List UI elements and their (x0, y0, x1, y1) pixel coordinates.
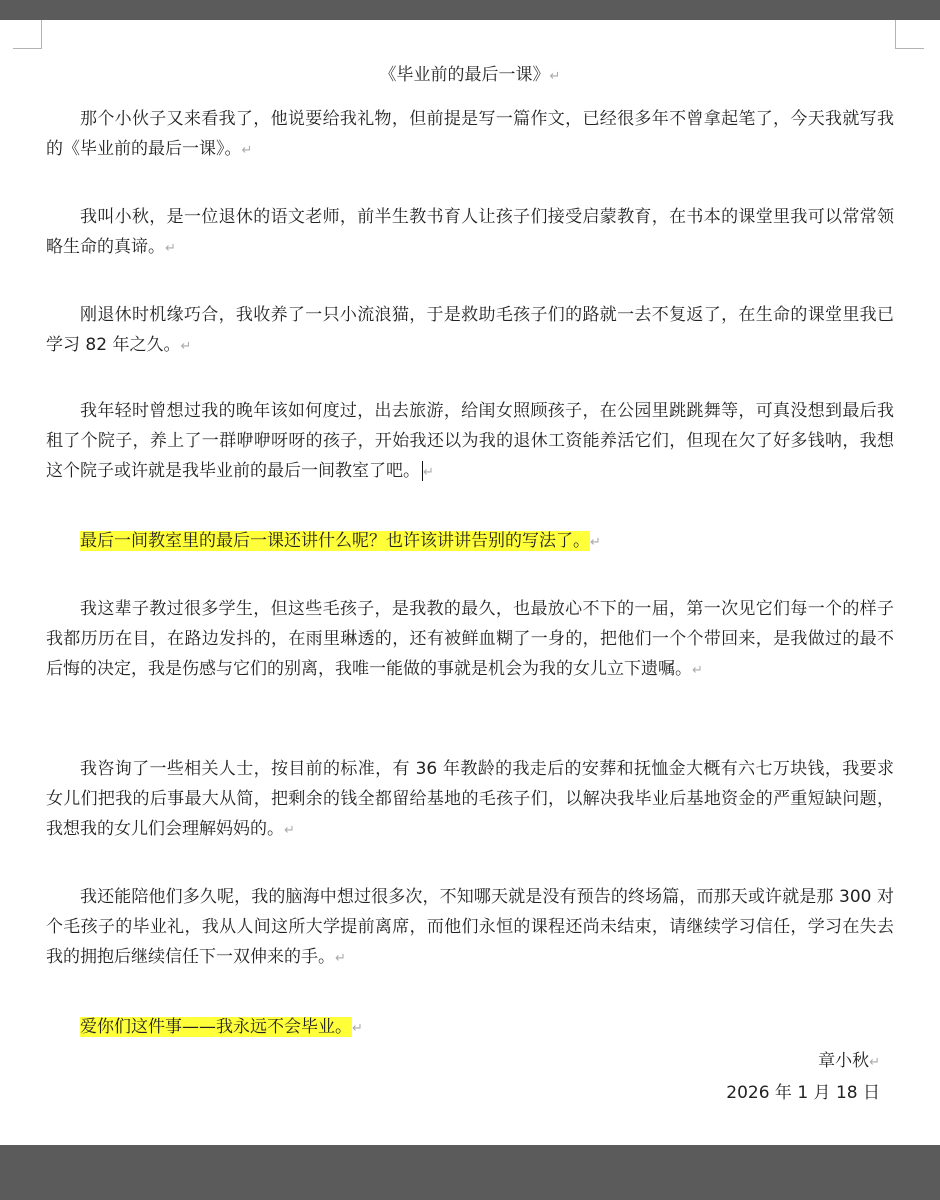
paragraph-mark-icon: ↵ (335, 951, 346, 966)
paragraph-7[interactable]: 我咨询了一些相关人士，按目前的标准，有 36 年教龄的我走后的安葬和抚恤金大概有六七万块钱，我要求女儿们把我的后事最大从简，把剩余的钱全都留给基地的毛孩子们，以解决我毕业后基地资金的严重短缺问题，我想我的女儿们会理解妈妈的。↵ (46, 759, 894, 839)
paragraph-2[interactable]: 我叫小秋，是一位退休的语文老师，前半生教书育人让孩子们接受启蒙教育，在书本的课堂里我可以常常领略生命的真谛。↵ (46, 207, 894, 257)
paragraph-mark-icon: ↵ (549, 69, 561, 84)
paragraph-5-highlighted[interactable] (46, 526, 894, 558)
paragraph-mark-icon: ↵ (869, 1055, 880, 1070)
paragraph-mark-icon: ↵ (241, 143, 253, 158)
paragraph-mark-icon: ↵ (590, 535, 601, 550)
paragraph-8[interactable]: 我还能陪他们多久呢，我的脑海中想过很多次，不知哪天就是没有预告的终场篇，而那天或许就是那 300 对个毛孩子的毕业礼，我从人间这所大学提前离席，而他们永恒的课程还尚未结束，请继续学习信任，学习在失去我的拥抱后继续信任下一双伸来的手。↵ (46, 887, 894, 967)
paragraph-6[interactable]: 我这辈子教过很多学生，但这些毛孩子，是我教的最久，也最放心不下的一届，第一次见它们每一个的样子我都历历在目，在路边发抖的，在雨里琳透的，还有被鲜血糊了一身的，把他们一个个带回来，是我做过的最不后悔的决定，我是伤感与它们的别离，我唯一能做的事就是机会为我的女儿立下遗嘱。↵ (46, 599, 894, 679)
highlighted-text: 爱你们这件事——我永远不会毕业。 (80, 1017, 352, 1037)
signature-date: 2026 年 1 月 18 日 (726, 1083, 880, 1103)
highlighted-text: 最后一间教室里的最后一课还讲什么呢？也许该讲讲告别的写法了。 (80, 531, 590, 551)
paragraph-9-highlighted[interactable] (46, 1012, 894, 1044)
paragraph-1[interactable]: 那个小伙子又来看我了，他说要给我礼物，但前提是写一篇作文，已经很多年不曾拿起笔了，今天我就写我的《毕业前的最后一课》。↵ (46, 109, 894, 159)
paragraph-3[interactable]: 刚退休时机缘巧合，我收养了一只小流浪猫，于是救助毛孩子们的路就一去不复返了，在生命的课堂里我已学习 82 年之久。↵ (46, 305, 894, 355)
paragraph-mark-icon: ↵ (180, 339, 192, 354)
signature-name: 章小秋↵ (818, 1051, 880, 1071)
paragraph-mark-icon: ↵ (165, 241, 176, 256)
paragraph-mark-icon: ↵ (692, 663, 703, 678)
paragraph-mark-icon: ↵ (423, 465, 434, 480)
page-corner-mark-top-left (13, 20, 42, 49)
document-page[interactable] (0, 20, 940, 1145)
paragraph-mark-icon: ↵ (284, 823, 295, 838)
paragraph-mark-icon: ↵ (352, 1021, 363, 1036)
page-corner-mark-top-right (895, 20, 924, 49)
document-title: 《毕业前的最后一课》↵ (379, 65, 561, 85)
paragraph-4[interactable]: 我年轻时曾想过我的晚年该如何度过，出去旅游，给闺女照顾孩子，在公园里跳跳舞等，可真没想到最后我租了个院子，养上了一群咿咿呀呀的孩子，开始我还以为我的退休工资能养活它们，但现在欠了好多钱呐，我想这个院子或许就是我毕业前的最后一间教室了吧。 ↵ (46, 401, 894, 481)
